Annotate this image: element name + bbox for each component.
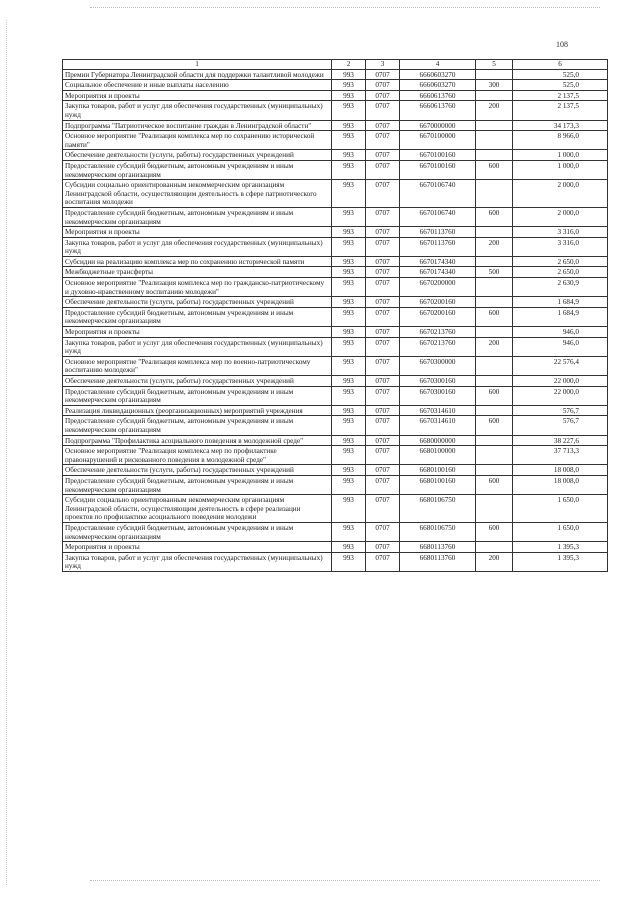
name-cell: Закупка товаров, работ и услуг для обеспечения государственных (муниципальных) нужд bbox=[63, 552, 332, 571]
table-row bbox=[63, 80, 608, 91]
scan-edge-top bbox=[90, 7, 600, 8]
header-cell: 6 bbox=[513, 60, 608, 70]
amount-cell: 37 713,3 bbox=[513, 446, 608, 465]
table-header-row bbox=[63, 60, 608, 70]
table-row bbox=[63, 542, 608, 553]
name-cell: Предоставление субсидий бюджетным, автономным учреждениям и иным некоммерческим организациям bbox=[63, 522, 332, 541]
name-cell: Предоставление субсидий бюджетным, автономным учреждениям и иным некоммерческим организациям bbox=[63, 207, 332, 226]
table-row bbox=[63, 307, 608, 326]
amount-cell: 18 008,0 bbox=[513, 465, 608, 476]
expense-type-cell bbox=[476, 405, 513, 416]
section-cell: 0707 bbox=[366, 180, 400, 208]
target-article-cell: 6670100160 bbox=[400, 150, 476, 161]
header-cell: 3 bbox=[366, 60, 400, 70]
section-cell: 0707 bbox=[366, 495, 400, 523]
amount-cell: 1 650,0 bbox=[513, 495, 608, 523]
section-cell: 0707 bbox=[366, 376, 400, 387]
name-cell: Подпрограмма "Патриотическое воспитание граждан в Ленинградской области" bbox=[63, 120, 332, 131]
section-cell: 0707 bbox=[366, 131, 400, 150]
amount-cell: 1 000,0 bbox=[513, 150, 608, 161]
name-cell: Предоставление субсидий бюджетным, автономным учреждениям и иным некоммерческим организациям bbox=[63, 416, 332, 435]
table-row bbox=[63, 495, 608, 523]
expense-type-cell bbox=[476, 542, 513, 553]
section-cell: 0707 bbox=[366, 435, 400, 446]
amount-cell: 3 316,0 bbox=[513, 227, 608, 238]
amount-cell: 525,0 bbox=[513, 80, 608, 91]
target-article-cell: 6670213760 bbox=[400, 337, 476, 356]
section-cell: 0707 bbox=[366, 416, 400, 435]
grbs-cell: 993 bbox=[332, 386, 366, 405]
expense-type-cell bbox=[476, 131, 513, 150]
section-cell: 0707 bbox=[366, 207, 400, 226]
section-cell: 0707 bbox=[366, 160, 400, 179]
expense-type-cell: 600 bbox=[476, 416, 513, 435]
amount-cell: 1 650,0 bbox=[513, 522, 608, 541]
section-cell: 0707 bbox=[366, 237, 400, 256]
target-article-cell: 6680100000 bbox=[400, 446, 476, 465]
grbs-cell: 993 bbox=[332, 297, 366, 308]
grbs-cell: 993 bbox=[332, 446, 366, 465]
section-cell: 0707 bbox=[366, 337, 400, 356]
target-article-cell: 6670000000 bbox=[400, 120, 476, 131]
amount-cell: 22 576,4 bbox=[513, 356, 608, 375]
grbs-cell: 993 bbox=[332, 160, 366, 179]
amount-cell: 946,0 bbox=[513, 337, 608, 356]
section-cell: 0707 bbox=[366, 356, 400, 375]
section-cell: 0707 bbox=[366, 80, 400, 91]
table-row bbox=[63, 465, 608, 476]
name-cell: Предоставление субсидий бюджетным, автономным учреждениям и иным некоммерческим организациям bbox=[63, 307, 332, 326]
table-row bbox=[63, 227, 608, 238]
amount-cell: 8 966,0 bbox=[513, 131, 608, 150]
expense-type-cell bbox=[476, 278, 513, 297]
section-cell: 0707 bbox=[366, 552, 400, 571]
table-row bbox=[63, 69, 608, 80]
grbs-cell: 993 bbox=[332, 307, 366, 326]
name-cell: Закупка товаров, работ и услуг для обеспечения государственных (муниципальных) нужд bbox=[63, 101, 332, 120]
amount-cell: 18 008,0 bbox=[513, 475, 608, 494]
table-row bbox=[63, 160, 608, 179]
name-cell: Основное мероприятие "Реализация комплекса мер по военно-патриотическому воспитанию молодежи" bbox=[63, 356, 332, 375]
expense-type-cell: 600 bbox=[476, 386, 513, 405]
grbs-cell: 993 bbox=[332, 237, 366, 256]
header-cell: 2 bbox=[332, 60, 366, 70]
table-row bbox=[63, 278, 608, 297]
target-article-cell: 6670113760 bbox=[400, 227, 476, 238]
expense-type-cell: 200 bbox=[476, 101, 513, 120]
expense-type-cell bbox=[476, 495, 513, 523]
grbs-cell: 993 bbox=[332, 180, 366, 208]
target-article-cell: 6660613760 bbox=[400, 101, 476, 120]
name-cell: Субсидии на реализацию комплекса мер по сохранению исторической памяти bbox=[63, 256, 332, 267]
target-article-cell: 6670300000 bbox=[400, 356, 476, 375]
grbs-cell: 993 bbox=[332, 405, 366, 416]
table-row bbox=[63, 120, 608, 131]
table-row bbox=[63, 101, 608, 120]
name-cell: Реализация ликвидационных (реорганизационных) мероприятий учреждения bbox=[63, 405, 332, 416]
target-article-cell: 6670100000 bbox=[400, 131, 476, 150]
grbs-cell: 993 bbox=[332, 120, 366, 131]
amount-cell: 22 000,0 bbox=[513, 376, 608, 387]
expense-type-cell bbox=[476, 180, 513, 208]
section-cell: 0707 bbox=[366, 446, 400, 465]
target-article-cell: 6670300160 bbox=[400, 376, 476, 387]
target-article-cell: 6660603270 bbox=[400, 69, 476, 80]
table-row bbox=[63, 90, 608, 101]
table-row bbox=[63, 150, 608, 161]
table-row bbox=[63, 180, 608, 208]
target-article-cell: 6670106740 bbox=[400, 207, 476, 226]
amount-cell: 34 173,3 bbox=[513, 120, 608, 131]
expense-type-cell bbox=[476, 69, 513, 80]
table-row bbox=[63, 416, 608, 435]
budget-table bbox=[62, 59, 608, 572]
header-cell: 1 bbox=[63, 60, 332, 70]
table-row bbox=[63, 376, 608, 387]
name-cell: Мероприятия и проекты bbox=[63, 327, 332, 338]
expense-type-cell bbox=[476, 227, 513, 238]
grbs-cell: 993 bbox=[332, 267, 366, 278]
grbs-cell: 993 bbox=[332, 356, 366, 375]
target-article-cell: 6680100160 bbox=[400, 465, 476, 476]
grbs-cell: 993 bbox=[332, 150, 366, 161]
section-cell: 0707 bbox=[366, 101, 400, 120]
name-cell: Обеспечение деятельности (услуги, работы) государственных учреждений bbox=[63, 297, 332, 308]
amount-cell: 1 395,3 bbox=[513, 552, 608, 571]
scan-edge-left bbox=[6, 20, 7, 885]
table-row bbox=[63, 256, 608, 267]
target-article-cell: 6660613760 bbox=[400, 90, 476, 101]
grbs-cell: 993 bbox=[332, 552, 366, 571]
amount-cell: 1 395,3 bbox=[513, 542, 608, 553]
target-article-cell: 6670213760 bbox=[400, 327, 476, 338]
amount-cell: 3 316,0 bbox=[513, 237, 608, 256]
amount-cell: 2 650,0 bbox=[513, 267, 608, 278]
grbs-cell: 993 bbox=[332, 256, 366, 267]
amount-cell: 525,0 bbox=[513, 69, 608, 80]
amount-cell: 576,7 bbox=[513, 416, 608, 435]
target-article-cell: 6670200000 bbox=[400, 278, 476, 297]
table-row bbox=[63, 552, 608, 571]
section-cell: 0707 bbox=[366, 522, 400, 541]
grbs-cell: 993 bbox=[332, 80, 366, 91]
amount-cell: 38 227,6 bbox=[513, 435, 608, 446]
expense-type-cell: 600 bbox=[476, 522, 513, 541]
table-row bbox=[63, 327, 608, 338]
section-cell: 0707 bbox=[366, 465, 400, 476]
table-row bbox=[63, 522, 608, 541]
name-cell: Подпрограмма "Профилактика асоциального поведения в молодежной среде" bbox=[63, 435, 332, 446]
table-row bbox=[63, 446, 608, 465]
table-row bbox=[63, 435, 608, 446]
target-article-cell: 6670174340 bbox=[400, 256, 476, 267]
section-cell: 0707 bbox=[366, 475, 400, 494]
table-row bbox=[63, 131, 608, 150]
section-cell: 0707 bbox=[366, 150, 400, 161]
target-article-cell: 6670200160 bbox=[400, 297, 476, 308]
expense-type-cell: 600 bbox=[476, 475, 513, 494]
grbs-cell: 993 bbox=[332, 101, 366, 120]
section-cell: 0707 bbox=[366, 267, 400, 278]
expense-type-cell bbox=[476, 356, 513, 375]
expense-type-cell: 200 bbox=[476, 337, 513, 356]
target-article-cell: 6670113760 bbox=[400, 237, 476, 256]
name-cell: Предоставление субсидий бюджетным, автономным учреждениям и иным некоммерческим организациям bbox=[63, 475, 332, 494]
expense-type-cell: 200 bbox=[476, 552, 513, 571]
grbs-cell: 993 bbox=[332, 542, 366, 553]
target-article-cell: 6680100160 bbox=[400, 475, 476, 494]
grbs-cell: 993 bbox=[332, 522, 366, 541]
amount-cell: 2 137,5 bbox=[513, 90, 608, 101]
target-article-cell: 6670200160 bbox=[400, 307, 476, 326]
table-row bbox=[63, 337, 608, 356]
name-cell: Предоставление субсидий бюджетным, автономным учреждениям и иным некоммерческим организациям bbox=[63, 386, 332, 405]
amount-cell: 2 650,0 bbox=[513, 256, 608, 267]
expense-type-cell: 600 bbox=[476, 160, 513, 179]
name-cell: Закупка товаров, работ и услуг для обеспечения государственных (муниципальных) нужд bbox=[63, 337, 332, 356]
name-cell: Премии Губернатора Ленинградской области для поддержки талантливой молодежи bbox=[63, 69, 332, 80]
table-row bbox=[63, 356, 608, 375]
target-article-cell: 6680113760 bbox=[400, 552, 476, 571]
target-article-cell: 6670106740 bbox=[400, 180, 476, 208]
header-cell: 4 bbox=[400, 60, 476, 70]
name-cell: Субсидии социально ориентированным некоммерческим организациям Ленинградской области, осуществляющим деятельность в сфере реализации проектов по профилактике асоциального поведения молодежи bbox=[63, 495, 332, 523]
section-cell: 0707 bbox=[366, 386, 400, 405]
table-row bbox=[63, 297, 608, 308]
section-cell: 0707 bbox=[366, 297, 400, 308]
grbs-cell: 993 bbox=[332, 435, 366, 446]
table-row bbox=[63, 405, 608, 416]
expense-type-cell: 600 bbox=[476, 307, 513, 326]
expense-type-cell bbox=[476, 327, 513, 338]
section-cell: 0707 bbox=[366, 405, 400, 416]
table-row bbox=[63, 207, 608, 226]
grbs-cell: 993 bbox=[332, 465, 366, 476]
target-article-cell: 6670314610 bbox=[400, 405, 476, 416]
expense-type-cell bbox=[476, 297, 513, 308]
target-article-cell: 6680000000 bbox=[400, 435, 476, 446]
target-article-cell: 6660603270 bbox=[400, 80, 476, 91]
expense-type-cell bbox=[476, 435, 513, 446]
name-cell: Мероприятия и проекты bbox=[63, 90, 332, 101]
name-cell: Основное мероприятие "Реализация комплекса мер по гражданско-патриотическому и духовно-нравственному воспитанию молодежи" bbox=[63, 278, 332, 297]
section-cell: 0707 bbox=[366, 227, 400, 238]
grbs-cell: 993 bbox=[332, 475, 366, 494]
section-cell: 0707 bbox=[366, 327, 400, 338]
target-article-cell: 6670174340 bbox=[400, 267, 476, 278]
amount-cell: 576,7 bbox=[513, 405, 608, 416]
page-number: 108 bbox=[556, 40, 568, 49]
grbs-cell: 993 bbox=[332, 495, 366, 523]
grbs-cell: 993 bbox=[332, 327, 366, 338]
expense-type-cell: 500 bbox=[476, 267, 513, 278]
expense-type-cell bbox=[476, 465, 513, 476]
amount-cell: 1 684,9 bbox=[513, 307, 608, 326]
expense-type-cell bbox=[476, 446, 513, 465]
grbs-cell: 993 bbox=[332, 416, 366, 435]
scan-edge-bottom bbox=[90, 880, 600, 881]
amount-cell: 1 684,9 bbox=[513, 297, 608, 308]
name-cell: Предоставление субсидий бюджетным, автономным учреждениям и иным некоммерческим организациям bbox=[63, 160, 332, 179]
name-cell: Мероприятия и проекты bbox=[63, 227, 332, 238]
name-cell: Социальное обеспечение и иные выплаты населению bbox=[63, 80, 332, 91]
amount-cell: 1 000,0 bbox=[513, 160, 608, 179]
expense-type-cell bbox=[476, 376, 513, 387]
section-cell: 0707 bbox=[366, 542, 400, 553]
grbs-cell: 993 bbox=[332, 278, 366, 297]
target-article-cell: 6670314610 bbox=[400, 416, 476, 435]
name-cell: Обеспечение деятельности (услуги, работы) государственных учреждений bbox=[63, 376, 332, 387]
grbs-cell: 993 bbox=[332, 69, 366, 80]
section-cell: 0707 bbox=[366, 278, 400, 297]
grbs-cell: 993 bbox=[332, 376, 366, 387]
section-cell: 0707 bbox=[366, 307, 400, 326]
table-row bbox=[63, 237, 608, 256]
expense-type-cell bbox=[476, 256, 513, 267]
amount-cell: 2 137,5 bbox=[513, 101, 608, 120]
expense-type-cell: 600 bbox=[476, 207, 513, 226]
amount-cell: 22 000,0 bbox=[513, 386, 608, 405]
name-cell: Межбюджетные трансферты bbox=[63, 267, 332, 278]
target-article-cell: 6670300160 bbox=[400, 386, 476, 405]
name-cell: Обеспечение деятельности (услуги, работы) государственных учреждений bbox=[63, 150, 332, 161]
section-cell: 0707 bbox=[366, 90, 400, 101]
grbs-cell: 993 bbox=[332, 227, 366, 238]
amount-cell: 2 630,9 bbox=[513, 278, 608, 297]
expense-type-cell bbox=[476, 120, 513, 131]
section-cell: 0707 bbox=[366, 120, 400, 131]
target-article-cell: 6680106750 bbox=[400, 495, 476, 523]
amount-cell: 2 000,0 bbox=[513, 180, 608, 208]
target-article-cell: 6670100160 bbox=[400, 160, 476, 179]
name-cell: Субсидии социально ориентированным некоммерческим организациям Ленинградской области, осуществляющим деятельность в сфере патриотического воспитания молодежи bbox=[63, 180, 332, 208]
target-article-cell: 6680106750 bbox=[400, 522, 476, 541]
table-row bbox=[63, 475, 608, 494]
name-cell: Закупка товаров, работ и услуг для обеспечения государственных (муниципальных) нужд bbox=[63, 237, 332, 256]
grbs-cell: 993 bbox=[332, 337, 366, 356]
expense-type-cell: 300 bbox=[476, 80, 513, 91]
name-cell: Основное мероприятие "Реализация комплекса мер по профилактике правонарушений и рискованного поведения в молодежной среде" bbox=[63, 446, 332, 465]
target-article-cell: 6680113760 bbox=[400, 542, 476, 553]
name-cell: Обеспечение деятельности (услуги, работы) государственных учреждений bbox=[63, 465, 332, 476]
section-cell: 0707 bbox=[366, 69, 400, 80]
amount-cell: 2 000,0 bbox=[513, 207, 608, 226]
expense-type-cell bbox=[476, 90, 513, 101]
grbs-cell: 993 bbox=[332, 131, 366, 150]
expense-type-cell bbox=[476, 150, 513, 161]
expense-type-cell: 200 bbox=[476, 237, 513, 256]
name-cell: Мероприятия и проекты bbox=[63, 542, 332, 553]
amount-cell: 946,0 bbox=[513, 327, 608, 338]
table-row bbox=[63, 267, 608, 278]
table-row bbox=[63, 386, 608, 405]
section-cell: 0707 bbox=[366, 256, 400, 267]
name-cell: Основное мероприятие "Реализация комплекса мер по сохранению исторической памяти" bbox=[63, 131, 332, 150]
header-cell: 5 bbox=[476, 60, 513, 70]
grbs-cell: 993 bbox=[332, 90, 366, 101]
grbs-cell: 993 bbox=[332, 207, 366, 226]
